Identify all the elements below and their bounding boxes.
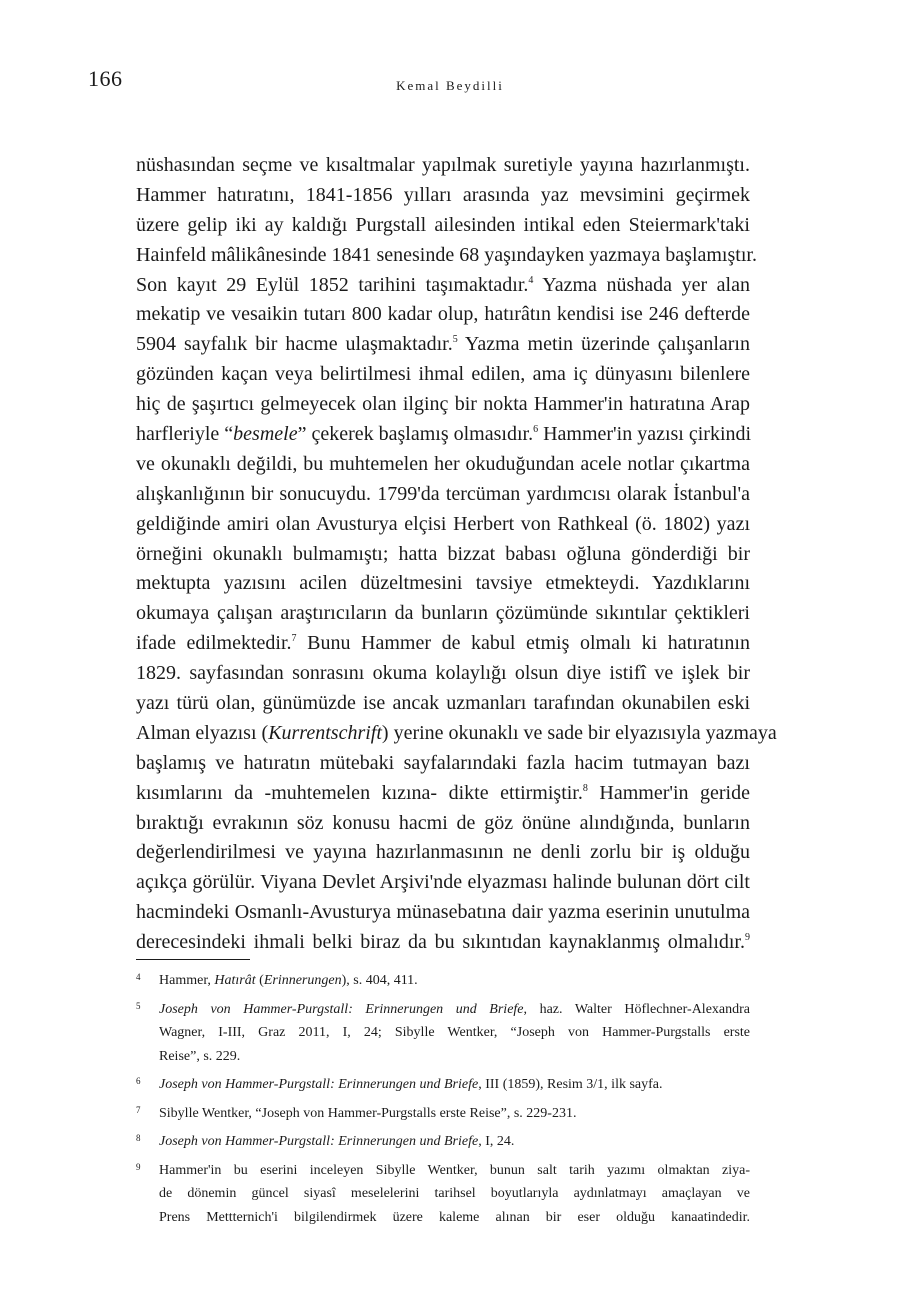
body-line: ifade edilmektedir.$^7$ Bunu Hammer de kabul etmiş olmalı ki hatıratının <box>136 632 750 655</box>
body-line: bıraktığı evrakının söz konusu hacmi de göz önüne alındığında, bunların <box>136 811 750 834</box>
body-line: alışkanlığının bir sonucuydu. 1799'da tercüman yardımcısı olarak İstanbul'a <box>136 482 750 505</box>
footnote-line: Joseph von Hammer-Purgstall: Erinnerungen und Briefe, I, 24. <box>159 1134 515 1149</box>
footnote <box>136 969 750 993</box>
footnote <box>136 998 750 1069</box>
footnote <box>136 1073 750 1097</box>
footnote-line: Joseph von Hammer-Purgstall: Erinnerungen und Briefe, III (1859), Resim 3/1, ilk sayfa. <box>159 1077 663 1092</box>
footnote <box>136 1159 750 1230</box>
body-line: başlamış ve hatıratın mütebaki sayfalarındaki fazla hacim tutmayan bazı <box>136 751 750 774</box>
body-line: geldiğinde amiri olan Avusturya elçisi Herbert von Rathkeal (ö. 1802) yazı <box>136 512 750 535</box>
body-line: Hainfeld mâlikânesinde 1841 senesinde 68 yaşındayken yazmaya başlamıştır. <box>136 243 757 266</box>
footnote-ref: 4 <box>528 274 534 286</box>
footnote-line: Wagner, I-III, Graz 2011, I, 24; Sibylle Wentker, “Joseph von Hammer-Purgstalls erste <box>159 1025 750 1040</box>
footnote-line: Reise”, s. 229. <box>159 1048 241 1064</box>
footnote-ref: 7 <box>291 633 297 645</box>
body-line: okumaya çalışan araştırıcıların da bunların çözümünde sıkıntılar çektikleri <box>136 602 750 625</box>
footnote-number: 8 <box>136 1133 141 1143</box>
body-line: kısımlarını da -muhtemelen kızına- dikte ettirmiştir.$^8$ Hammer'in geride <box>136 781 750 804</box>
footnote <box>136 1102 750 1126</box>
body-line: mektupta yazısını acilen düzeltmesini tavsiye etmekteydi. Yazdıklarını <box>136 572 750 595</box>
body-line: üzere gelip iki ay kaldığı Purgstall ailesinden intikal eden Steiermark'taki <box>136 213 750 236</box>
body-line: değerlendirilmesi ve yayına hazırlanmasının ne denli zorlu bir iş olduğu <box>136 841 750 864</box>
body-line: ve okunaklı değildi, bu muhtemelen her okuduğundan acele notlar çıkartma <box>136 452 750 475</box>
body-line: nüshasından seçme ve kısaltmalar yapılmak suretiyle yayına hazırlanmıştı. <box>136 154 750 176</box>
footnotes <box>136 969 750 1234</box>
footnote-number: 6 <box>136 1076 141 1086</box>
body-line: hacmindeki Osmanlı-Avusturya münasebatına dair yazma eserinin unutulma <box>136 901 750 924</box>
running-head: Kemal Beydilli <box>396 78 504 93</box>
body-line: 5904 sayfalık bir hacme ulaşmaktadır.$^5$ Yazma metin üzerinde çalışanların <box>136 333 750 356</box>
body-line: örneğini okunaklı bulmamıştı; hatta bizzat babası oğluna gönderdiği bir <box>136 542 750 565</box>
footnote-line: de dönemin güncel siyasî meselelerini tarihsel boyutlarıyla aydınlatmayı amaçlayan ve <box>159 1186 750 1201</box>
body-text <box>136 151 777 958</box>
footnote-number: 5 <box>136 1000 141 1011</box>
footnote-ref: 9 <box>745 932 750 944</box>
body-line: 1829. sayfasından sonrasını okuma kolaylığı olsun diye istifî ve işlek bir <box>136 662 750 685</box>
footnote-line: Sibylle Wentker, “Joseph von Hammer-Purgstalls erste Reise”, s. 229-231. <box>159 1105 577 1121</box>
body-line: açıkça görülür. Viyana Devlet Arşivi'nde elyazması halinde bulunan dört cilt <box>136 871 750 894</box>
body-line: Alman elyazısı (Kurrentschrift) yerine okunaklı ve sade bir elyazısıyla yazmaya <box>136 721 777 744</box>
body-line: harfleriyle “besmele” çekerek başlamış olmasıdır.$^6$ Hammer'in yazısı çirkindi <box>136 423 752 446</box>
body-line: Hammer hatıratını, 1841-1856 yılları arasında yaz mevsimini geçirmek <box>136 183 750 206</box>
footnote-ref: 6 <box>533 424 539 436</box>
footnote-number: 7 <box>136 1104 141 1115</box>
body-line: gözünden kaçan veya belirtilmesi ihmal edilen, ama iç dünyasını bilenlere <box>136 363 750 386</box>
footnote-line: Joseph von Hammer-Purgstall: Erinnerungen und Briefe, haz. Walter Höflechner-Alexandra <box>159 1001 750 1017</box>
body-line: derecesindeki ihmali belki biraz da bu sıkıntıdan kaynaklanmış olmalıdır.$^9$ <box>136 931 750 954</box>
body-line: yazı türü olan, günümüzde ise ancak uzmanları tarafından okunabilen eski <box>136 692 750 715</box>
footnote-line: Hammer'in bu eserini inceleyen Sibylle Wentker, bunun salt tarih yazımı olmaktan ziya- <box>159 1162 750 1178</box>
footnote-ref: 5 <box>452 334 458 346</box>
footnote-ref: 8 <box>582 782 588 794</box>
body-line: Son kayıt 29 Eylül 1852 tarihini taşımaktadır.$^4$ Yazma nüshada yer alan <box>136 273 750 296</box>
footnote-line: Hammer, Hatırât (Erinnerungen), s. 404, 411. <box>159 973 418 988</box>
footnote-number: 9 <box>136 1161 141 1172</box>
footnote-number: 4 <box>136 972 141 982</box>
body-line: hiç de şaşırtıcı gelmeyecek olan ilginç bir nokta Hammer'in hatıratına Arap <box>136 393 750 416</box>
body-line: mekatip ve vesaikin tutarı 800 kadar olup, hatırâtın kendisi ise 246 defterde <box>136 303 750 326</box>
footnote-line: Prens Mettternich'i bilgilendirmek üzere kaleme alınan bir eser olduğu kanaatindedir. <box>159 1209 750 1225</box>
page-number: 166 <box>88 66 123 91</box>
footnote-rule <box>136 959 250 960</box>
footnote <box>136 1130 750 1154</box>
